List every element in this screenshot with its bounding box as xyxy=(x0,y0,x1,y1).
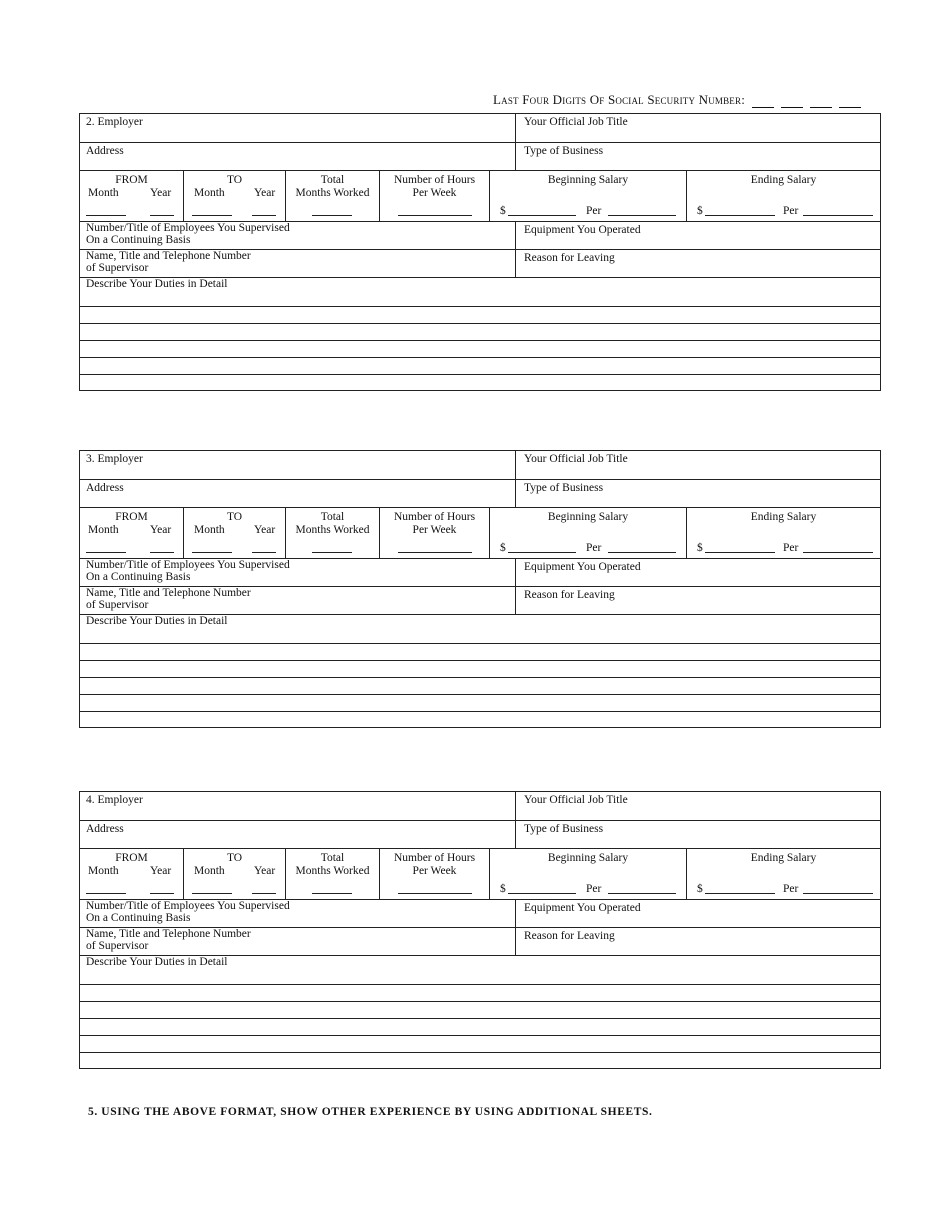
hours-per-week-field[interactable] xyxy=(398,893,472,894)
from-date-cell xyxy=(80,508,184,558)
from-date-cell xyxy=(80,849,184,899)
supervisor-field[interactable] xyxy=(80,928,516,955)
hours-label-line1: Number of Hours xyxy=(393,511,476,523)
reason-for-leaving-field[interactable] xyxy=(516,250,880,277)
beginning-salary-cell xyxy=(490,508,687,558)
to-year-field[interactable] xyxy=(252,215,276,216)
ending-salary-period-field[interactable] xyxy=(803,215,873,216)
ending-salary-cell xyxy=(687,171,880,221)
beginning-salary-period-field[interactable] xyxy=(608,552,676,553)
to-date-cell xyxy=(184,171,286,221)
equipment-label: Equipment You Operated xyxy=(524,224,641,236)
beginning-salary-amount-field[interactable] xyxy=(508,893,576,894)
to-month-label: Month xyxy=(194,524,225,536)
employment-block xyxy=(79,113,881,391)
total-label-line2: Months Worked xyxy=(295,865,370,877)
equipment-field[interactable] xyxy=(516,900,880,927)
ssn-line xyxy=(493,90,885,108)
supervised-row xyxy=(80,559,880,587)
total-months-cell xyxy=(286,508,380,558)
job-title-label: Your Official Job Title xyxy=(524,453,628,465)
address-label: Address xyxy=(86,145,124,157)
employer-label: 2. Employer xyxy=(86,116,143,128)
beginning-salary-amount-field[interactable] xyxy=(508,552,576,553)
total-months-field[interactable] xyxy=(312,893,352,894)
beginning-dollar-sign: $ xyxy=(500,883,506,895)
duties-label: Describe Your Duties in Detail xyxy=(86,615,228,627)
duties-field[interactable] xyxy=(80,278,880,306)
hours-per-week-cell xyxy=(380,171,490,221)
from-label: FROM xyxy=(115,852,148,864)
beginning-per-label: Per xyxy=(586,542,602,554)
employer-label: 4. Employer xyxy=(86,794,143,806)
to-year-field[interactable] xyxy=(252,552,276,553)
ssn-digit-3-field[interactable] xyxy=(810,95,832,108)
employment-block xyxy=(79,450,881,728)
to-year-label: Year xyxy=(254,187,276,199)
total-label-line1: Total xyxy=(320,511,345,523)
address-field[interactable] xyxy=(80,143,516,170)
beginning-salary-cell xyxy=(490,849,687,899)
hours-label-line1: Number of Hours xyxy=(393,174,476,186)
equipment-field[interactable] xyxy=(516,222,880,249)
to-date-cell xyxy=(184,508,286,558)
hours-label-line2: Per Week xyxy=(412,865,457,877)
from-month-label: Month xyxy=(88,524,119,536)
beginning-salary-label: Beginning Salary xyxy=(547,174,629,186)
ssn-digit-2-field[interactable] xyxy=(781,95,803,108)
duties-line[interactable] xyxy=(80,985,880,1002)
ending-salary-label: Ending Salary xyxy=(750,511,817,523)
supervisor-field[interactable] xyxy=(80,587,516,614)
supervised-label-line1: Number/Title of Employees You Supervised xyxy=(86,559,290,571)
to-label: TO xyxy=(226,174,243,186)
job-title-label: Your Official Job Title xyxy=(524,794,628,806)
beginning-dollar-sign: $ xyxy=(500,542,506,554)
from-month-label: Month xyxy=(88,187,119,199)
supervised-row xyxy=(80,222,880,250)
ending-salary-period-field[interactable] xyxy=(803,552,873,553)
to-year-label: Year xyxy=(254,865,276,877)
duties-line[interactable] xyxy=(80,644,880,661)
supervisor-row xyxy=(80,587,880,615)
from-month-field[interactable] xyxy=(86,552,126,553)
from-year-field[interactable] xyxy=(150,215,174,216)
from-date-cell xyxy=(80,171,184,221)
duties-field[interactable] xyxy=(80,615,880,643)
supervisor-field[interactable] xyxy=(80,250,516,277)
employees-supervised-field[interactable] xyxy=(80,900,516,927)
reason-for-leaving-label: Reason for Leaving xyxy=(524,930,615,942)
total-months-cell xyxy=(286,849,380,899)
employer-label: 3. Employer xyxy=(86,453,143,465)
from-year-label: Year xyxy=(150,187,172,199)
employer-row xyxy=(80,792,880,821)
hours-per-week-field[interactable] xyxy=(398,552,472,553)
business-type-label: Type of Business xyxy=(524,482,604,494)
address-label: Address xyxy=(86,482,124,494)
duties-line[interactable] xyxy=(80,1019,880,1036)
employer-field[interactable] xyxy=(80,792,516,820)
from-label: FROM xyxy=(115,511,148,523)
ending-dollar-sign: $ xyxy=(697,542,703,554)
supervised-label-line1: Number/Title of Employees You Supervised xyxy=(86,222,290,234)
ending-dollar-sign: $ xyxy=(697,205,703,217)
ending-salary-amount-field[interactable] xyxy=(705,215,775,216)
from-year-label: Year xyxy=(150,524,172,536)
job-title-field[interactable] xyxy=(516,451,880,479)
business-type-field[interactable] xyxy=(516,480,880,507)
supervised-label-line2: On a Continuing Basis xyxy=(86,571,191,583)
from-year-field[interactable] xyxy=(150,893,174,894)
business-type-label: Type of Business xyxy=(524,145,604,157)
beginning-salary-label: Beginning Salary xyxy=(547,511,629,523)
employment-block xyxy=(79,791,881,1069)
beginning-per-label: Per xyxy=(586,883,602,895)
ending-salary-period-field[interactable] xyxy=(803,893,873,894)
duties-label: Describe Your Duties in Detail xyxy=(86,956,228,968)
equipment-label: Equipment You Operated xyxy=(524,561,641,573)
duties-line[interactable] xyxy=(80,1002,880,1019)
duties-line[interactable] xyxy=(80,712,880,728)
from-month-field[interactable] xyxy=(86,893,126,894)
supervisor-row xyxy=(80,250,880,278)
beginning-salary-cell xyxy=(490,171,687,221)
to-year-field[interactable] xyxy=(252,893,276,894)
beginning-dollar-sign: $ xyxy=(500,205,506,217)
address-row xyxy=(80,821,880,849)
employer-row xyxy=(80,114,880,143)
from-year-label: Year xyxy=(150,865,172,877)
to-month-field[interactable] xyxy=(192,552,232,553)
equipment-field[interactable] xyxy=(516,559,880,586)
to-label: TO xyxy=(226,511,243,523)
to-month-label: Month xyxy=(194,187,225,199)
footer-instruction: 5. USING THE ABOVE FORMAT, SHOW OTHER EXPERIENCE BY USING ADDITIONAL SHEETS. xyxy=(88,1106,653,1118)
supervisor-label-line2: of Supervisor xyxy=(86,262,149,274)
duties-line[interactable] xyxy=(80,678,880,695)
ending-salary-amount-field[interactable] xyxy=(705,893,775,894)
duties-line[interactable] xyxy=(80,695,880,712)
ending-per-label: Per xyxy=(783,542,799,554)
to-month-field[interactable] xyxy=(192,893,232,894)
total-label-line1: Total xyxy=(320,852,345,864)
duties-line[interactable] xyxy=(80,341,880,358)
to-label: TO xyxy=(226,852,243,864)
beginning-salary-period-field[interactable] xyxy=(608,215,676,216)
reason-for-leaving-label: Reason for Leaving xyxy=(524,252,615,264)
total-months-field[interactable] xyxy=(312,552,352,553)
reason-for-leaving-field[interactable] xyxy=(516,928,880,955)
ending-salary-label: Ending Salary xyxy=(750,852,817,864)
job-title-field[interactable] xyxy=(516,792,880,820)
duties-field[interactable] xyxy=(80,956,880,984)
supervisor-label-line1: Name, Title and Telephone Number xyxy=(86,587,251,599)
business-type-label: Type of Business xyxy=(524,823,604,835)
supervised-label-line1: Number/Title of Employees You Supervised xyxy=(86,900,290,912)
duties-label: Describe Your Duties in Detail xyxy=(86,278,228,290)
supervisor-label-line1: Name, Title and Telephone Number xyxy=(86,250,251,262)
ssn-digit-4-field[interactable] xyxy=(839,95,861,108)
address-field[interactable] xyxy=(80,480,516,507)
employer-field[interactable] xyxy=(80,114,516,142)
total-months-cell xyxy=(286,171,380,221)
business-type-field[interactable] xyxy=(516,143,880,170)
beginning-salary-period-field[interactable] xyxy=(608,893,676,894)
address-row xyxy=(80,480,880,508)
duties-line[interactable] xyxy=(80,375,880,391)
to-month-field[interactable] xyxy=(192,215,232,216)
employees-supervised-field[interactable] xyxy=(80,222,516,249)
from-year-field[interactable] xyxy=(150,552,174,553)
total-label-line1: Total xyxy=(320,174,345,186)
ending-per-label: Per xyxy=(783,883,799,895)
duties-line[interactable] xyxy=(80,661,880,678)
ending-dollar-sign: $ xyxy=(697,883,703,895)
duties-line[interactable] xyxy=(80,358,880,375)
duties-line[interactable] xyxy=(80,324,880,341)
duties-row xyxy=(80,615,880,644)
beginning-salary-amount-field[interactable] xyxy=(508,215,576,216)
address-field[interactable] xyxy=(80,821,516,848)
ending-per-label: Per xyxy=(783,205,799,217)
dates-salary-row xyxy=(80,508,880,559)
to-month-label: Month xyxy=(194,865,225,877)
business-type-field[interactable] xyxy=(516,821,880,848)
total-label-line2: Months Worked xyxy=(295,187,370,199)
supervisor-label-line2: of Supervisor xyxy=(86,599,149,611)
supervisor-row xyxy=(80,928,880,956)
duties-row xyxy=(80,278,880,307)
dates-salary-row xyxy=(80,171,880,222)
hours-per-week-field[interactable] xyxy=(398,215,472,216)
duties-line[interactable] xyxy=(80,307,880,324)
reason-for-leaving-label: Reason for Leaving xyxy=(524,589,615,601)
duties-row xyxy=(80,956,880,985)
employer-field[interactable] xyxy=(80,451,516,479)
hours-per-week-cell xyxy=(380,508,490,558)
beginning-salary-label: Beginning Salary xyxy=(547,852,629,864)
hours-label-line2: Per Week xyxy=(412,187,457,199)
from-label: FROM xyxy=(115,174,148,186)
ssn-digit-1-field[interactable] xyxy=(752,95,774,108)
job-title-label: Your Official Job Title xyxy=(524,116,628,128)
address-label: Address xyxy=(86,823,124,835)
dates-salary-row xyxy=(80,849,880,900)
employer-row xyxy=(80,451,880,480)
total-label-line2: Months Worked xyxy=(295,524,370,536)
hours-label-line1: Number of Hours xyxy=(393,852,476,864)
duties-line[interactable] xyxy=(80,1036,880,1053)
from-month-field[interactable] xyxy=(86,215,126,216)
duties-line[interactable] xyxy=(80,1053,880,1069)
ending-salary-amount-field[interactable] xyxy=(705,552,775,553)
employees-supervised-field[interactable] xyxy=(80,559,516,586)
supervised-label-line2: On a Continuing Basis xyxy=(86,912,191,924)
supervised-row xyxy=(80,900,880,928)
address-row xyxy=(80,143,880,171)
supervised-label-line2: On a Continuing Basis xyxy=(86,234,191,246)
total-months-field[interactable] xyxy=(312,215,352,216)
job-title-field[interactable] xyxy=(516,114,880,142)
reason-for-leaving-field[interactable] xyxy=(516,587,880,614)
ending-salary-label: Ending Salary xyxy=(750,174,817,186)
beginning-per-label: Per xyxy=(586,205,602,217)
ending-salary-cell xyxy=(687,849,880,899)
ending-salary-cell xyxy=(687,508,880,558)
to-date-cell xyxy=(184,849,286,899)
from-month-label: Month xyxy=(88,865,119,877)
supervisor-label-line1: Name, Title and Telephone Number xyxy=(86,928,251,940)
hours-label-line2: Per Week xyxy=(412,524,457,536)
equipment-label: Equipment You Operated xyxy=(524,902,641,914)
supervisor-label-line2: of Supervisor xyxy=(86,940,149,952)
to-year-label: Year xyxy=(254,524,276,536)
hours-per-week-cell xyxy=(380,849,490,899)
ssn-label: Last Four Digits Of Social Security Number: xyxy=(493,92,746,107)
